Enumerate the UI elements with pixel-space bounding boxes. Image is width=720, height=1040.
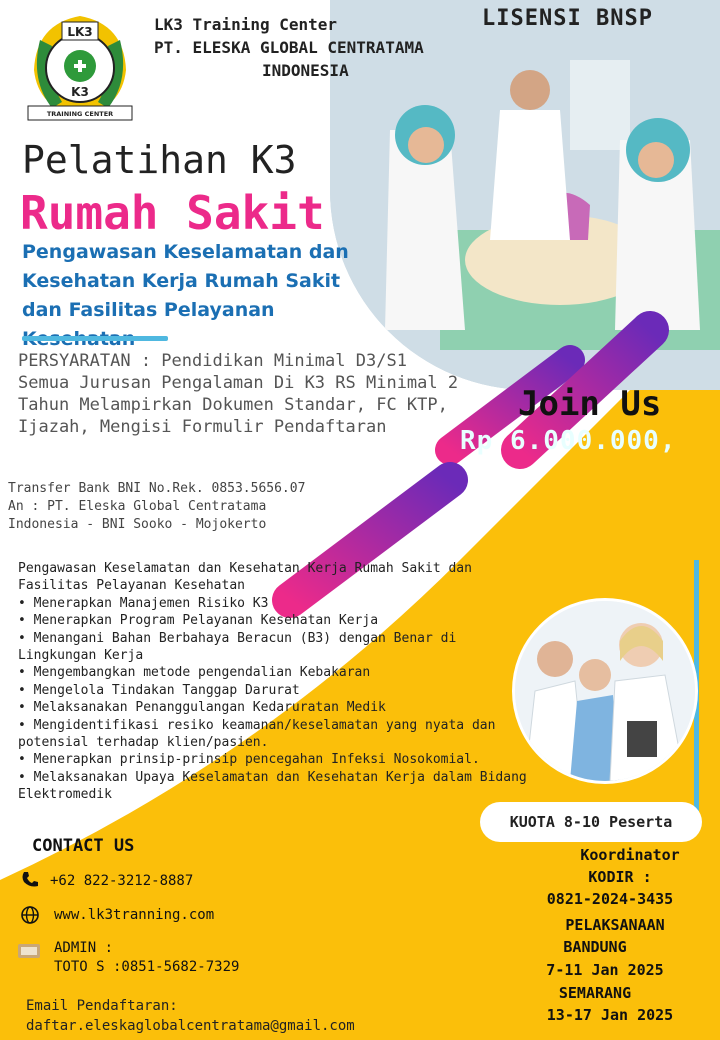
admin-phone[interactable]: TOTO S :0851-5682-7329 <box>54 959 240 975</box>
bank-line-1: Transfer Bank BNI No.Rek. 0853.5656.07 <box>8 481 306 496</box>
logo-ribbon-text: TRAINING CENTER <box>46 110 114 118</box>
schedule-date-1: 7-11 Jan 2025 <box>546 961 664 979</box>
topic-item: • Mengembangkan metode pengendalian Kebakaran <box>18 665 371 681</box>
globe-icon <box>20 905 40 929</box>
schedule-city-2: SEMARANG <box>558 984 632 1002</box>
topic-item: Pengawasan Keselamatan dan Kesehatan Kerja Rumah Sakit dan Fasilitas Pelayanan Kesehatan <box>18 561 480 594</box>
schedule-city-1: BANDUNG <box>563 938 627 956</box>
coordinator-name: KODIR : <box>588 868 652 886</box>
topic-item: • Melaksanakan Penanggulangan Kedaruratan Medik <box>18 700 386 716</box>
topic-item: • Mengelola Tindakan Tanggap Darurat <box>18 682 300 698</box>
admin-icon <box>16 940 44 966</box>
requirements-text: PERSYARATAN : Pendidikan Minimal D3/S1 Semua Jurusan Pengalaman Di K3 RS Minimal 2 Tahun Melampirkan Dokumen Standar, FC KTP, Ijazah, Mengisi Formulir Pendaftaran <box>18 351 459 437</box>
org-line-1: LK3 Training Center <box>154 15 338 34</box>
bank-info <box>8 480 368 534</box>
license-label: LISENSI BNSP <box>482 6 653 31</box>
topic-item: • Menerapkan Program Pelayanan Kesehatan Kerja <box>18 613 379 629</box>
phone-icon <box>20 870 40 894</box>
title-line-1: Pelatihan K3 <box>22 138 297 182</box>
schedule-label: PELAKSANAAN <box>565 916 665 934</box>
email-address[interactable]: daftar.eleskaglobalcentratama@gmail.com <box>26 1018 355 1034</box>
logo-badge-text: K3 <box>71 85 89 99</box>
bank-line-3: Indonesia - BNI Sooko - Mojokerto <box>8 517 267 532</box>
email-label: Email Pendaftaran: <box>26 998 178 1014</box>
topics-list <box>18 560 538 804</box>
join-us-label: Join Us <box>518 384 662 424</box>
org-line-3: INDONESIA <box>262 61 349 80</box>
title-divider <box>22 336 168 341</box>
quota-badge: KUOTA 8-10 Peserta <box>480 802 702 842</box>
bank-line-2: An : PT. Eleska Global Centratama <box>8 499 267 514</box>
org-line-2: PT. ELESKA GLOBAL CENTRATAMA <box>154 38 424 57</box>
coordinator-label: Koordinator <box>580 846 680 864</box>
subtitle: Pengawasan Keselamatan dan Kesehatan Kerja Rumah Sakit dan Fasilitas Pelayanan <box>22 241 349 321</box>
schedule-date-2: 13-17 Jan 2025 <box>546 1006 674 1024</box>
coordinator-phone[interactable]: 0821-2024-3435 <box>546 890 674 908</box>
topic-item: • Melaksanakan Upaya Keselamatan dan Kesehatan Kerja dalam Bidang Elektromedik <box>18 769 535 803</box>
title-line-2: Rumah Sakit <box>20 186 325 240</box>
phone-number[interactable]: +62 822-3212-8887 <box>50 873 194 889</box>
admin-label: ADMIN : <box>54 940 114 956</box>
lk3-logo <box>22 10 138 124</box>
topic-item: • Mengidentifikasi resiko keamanan/keselamatan yang nyata dan potensial terhadap klien/pasien. <box>18 717 504 751</box>
website-link[interactable]: www.lk3tranning.com <box>54 907 215 923</box>
doctors-photo <box>512 598 698 784</box>
logo-top-text: LK3 <box>67 25 93 39</box>
price-label: Rp 6.000.000, <box>460 426 677 456</box>
email-block <box>26 996 355 1036</box>
topic-item: • Menerapkan Manajemen Risiko K3 <box>18 595 269 611</box>
contact-heading: CONTACT US <box>32 836 135 856</box>
topic-item: • Menangani Bahan Berbahaya Beracun (B3) dengan Benar di Lingkungan Kerja <box>18 630 465 664</box>
topic-item: • Menerapkan prinsip-prinsip pencegahan Infeksi Nosokomial. <box>18 752 480 768</box>
